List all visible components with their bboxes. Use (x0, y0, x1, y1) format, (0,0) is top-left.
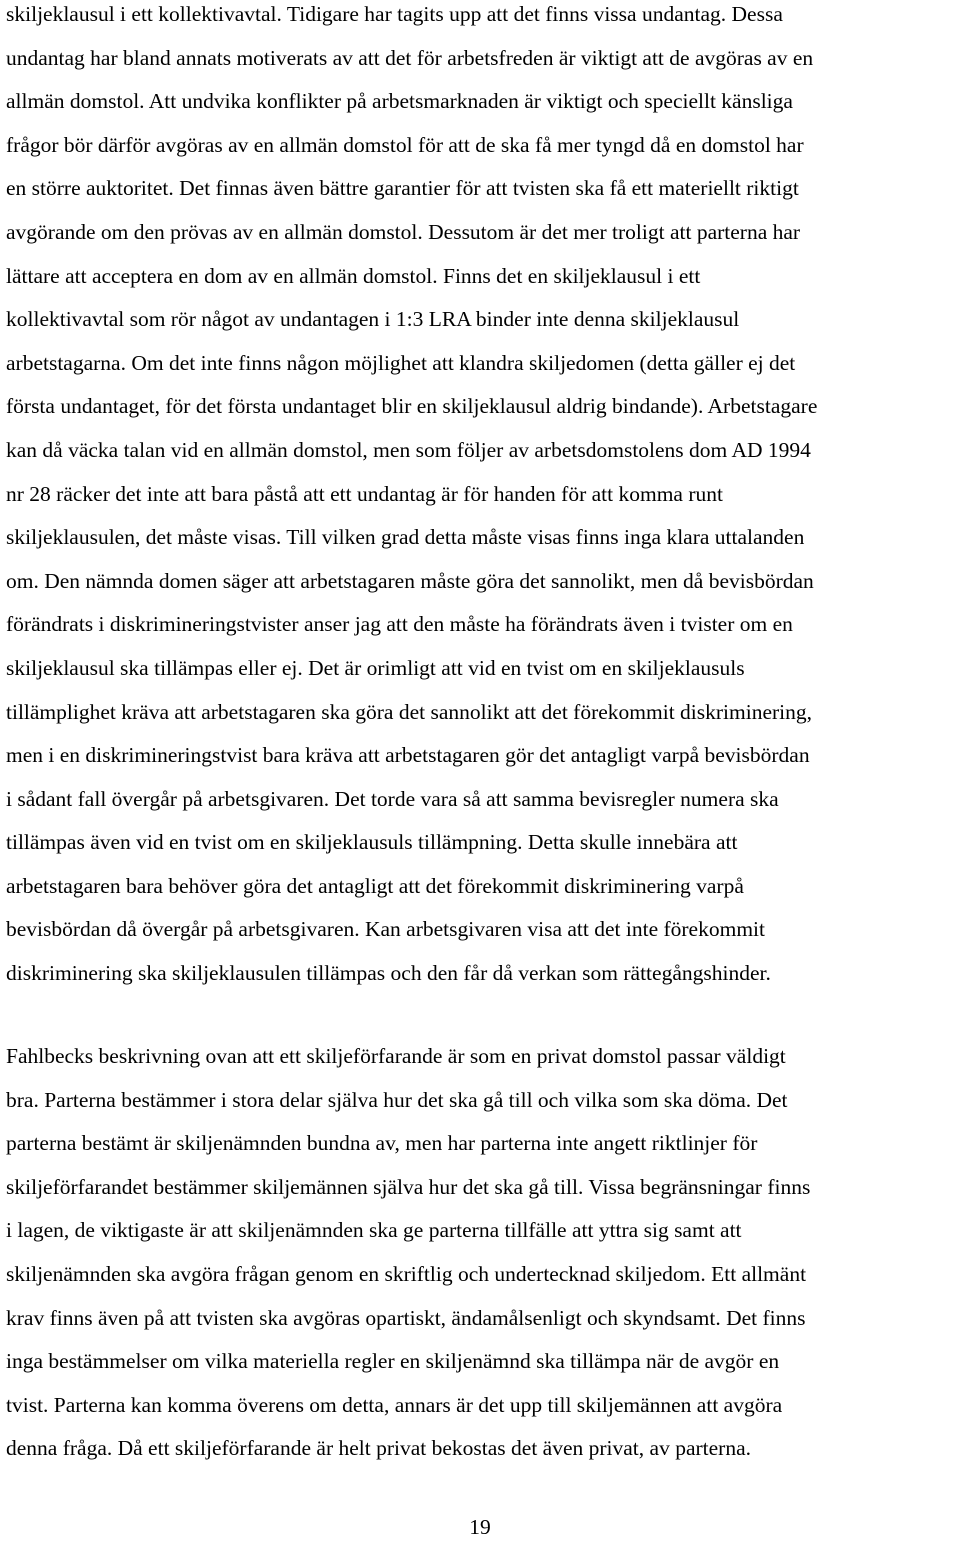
page-number: 19 (469, 1515, 491, 1539)
text-line: skiljeklausulen, det måste visas. Till vilken grad detta måste visas finns inga klara uttalanden (6, 525, 805, 550)
text-line: krav finns även på att tvisten ska avgöras opartiskt, ändamålsenligt och skyndsamt. Det finns (6, 1305, 806, 1330)
text-line: arbetstagaren bara behöver göra det antagligt att det förekommit diskriminering varpå (6, 873, 744, 898)
text-line: denna fråga. Då ett skiljeförfarande är helt privat bekostas det även privat, av parterna. (6, 1436, 751, 1461)
text-line: skiljeklausul i ett kollektivavtal. Tidigare har tagits upp att det finns vissa undantag. Dessa (6, 2, 783, 26)
text-line: undantag har bland annats motiverats av att det för arbetsfreden är viktigt att de avgöras av en (6, 45, 814, 70)
text-line: tvist. Parterna kan komma överens om detta, annars är det upp till skiljemännen att avgöra (6, 1392, 783, 1417)
text-line: kollektivavtal som rör något av undantagen i 1:3 LRA binder inte denna skiljeklausul (6, 307, 740, 332)
text-line: skiljeförfarandet bestämmer skiljemännen själva hur det ska gå till. Vissa begränsningar finns (6, 1174, 811, 1199)
body-paragraph-2 (6, 1035, 956, 1471)
text-line: en större auktoritet. Det finnas även bättre garantier för att tvisten ska få ett materiellt riktigt (6, 176, 799, 201)
text-line: skiljenämnden ska avgöra frågan genom en skriftlig och undertecknad skiljedom. Ett allmänt (6, 1261, 807, 1286)
text-line: allmän domstol. Att undvika konflikter på arbetsmarknaden är viktigt och speciellt känsliga (6, 89, 793, 114)
text-line: i lagen, de viktigaste är att skiljenämnden ska ge parterna tillfälle att yttra sig samt att (6, 1218, 742, 1243)
text-line: Fahlbecks beskrivning ovan att ett skiljeförfarande är som en privat domstol passar väldigt (6, 1044, 786, 1068)
text-line: tillämplighet kräva att arbetstagaren ska göra det sannolikt att det förekommit diskriminering, (6, 699, 813, 724)
text-line: arbetstagarna. Om det inte finns någon möjlighet att klandra skiljedomen (detta gäller ej det (6, 350, 796, 375)
text-line: tillämpas även vid en tvist om en skiljeklausuls tillämpning. Detta skulle innebära att (6, 830, 738, 855)
text-line: kan då väcka talan vid en allmän domstol, men som följer av arbetsdomstolens dom AD 1994 (6, 437, 811, 462)
text-line: frågor bör därför avgöras av en allmän domstol för att de ska få mer tyngd då en domstol har (6, 132, 804, 157)
text-line: första undantaget, för det första undantaget blir en skiljeklausul aldrig bindande). Arbetstagare (6, 394, 818, 419)
text-line: i sådant fall övergår på arbetsgivaren. Det torde vara så att samma bevisregler numera ska (6, 786, 779, 811)
body-paragraph-1 (6, 0, 956, 996)
text-line: lättare att acceptera en dom av en allmän domstol. Finns det en skiljeklausul i ett (6, 263, 701, 288)
text-line: nr 28 räcker det inte att bara påstå att ett undantag är för handen för att komma runt (6, 481, 723, 506)
text-line: diskriminering ska skiljeklausulen tillämpas och den får då verkan som rättegångshinder. (6, 961, 771, 986)
text-line: men i en diskrimineringstvist bara kräva att arbetstagaren gör det antagligt varpå bevisbördan (6, 743, 810, 768)
text-line: inga bestämmelser om vilka materiella regler en skiljenämnd ska tillämpa när de avgör en (6, 1349, 780, 1374)
text-line: skiljeklausul ska tillämpas eller ej. Det är orimligt att vid en tvist om en skiljeklausuls (6, 655, 745, 680)
text-line: förändrats i diskrimineringstvister anser jag att den måste ha förändrats även i tvister om en (6, 612, 793, 637)
text-line: bevisbördan då övergår på arbetsgivaren. Kan arbetsgivaren visa att det inte förekommit (6, 917, 765, 942)
text-line: avgörande om den prövas av en allmän domstol. Dessutom är det mer troligt att parterna har (6, 219, 801, 244)
text-line: bra. Parterna bestämmer i stora delar själva hur det ska gå till och vilka som ska döma. Det (6, 1087, 788, 1112)
text-line: om. Den nämnda domen säger att arbetstagaren måste göra det sannolikt, men då bevisbördan (6, 568, 814, 593)
text-line: parterna bestämt är skiljenämnden bundna av, men har parterna inte angett riktlinjer för (6, 1131, 758, 1156)
